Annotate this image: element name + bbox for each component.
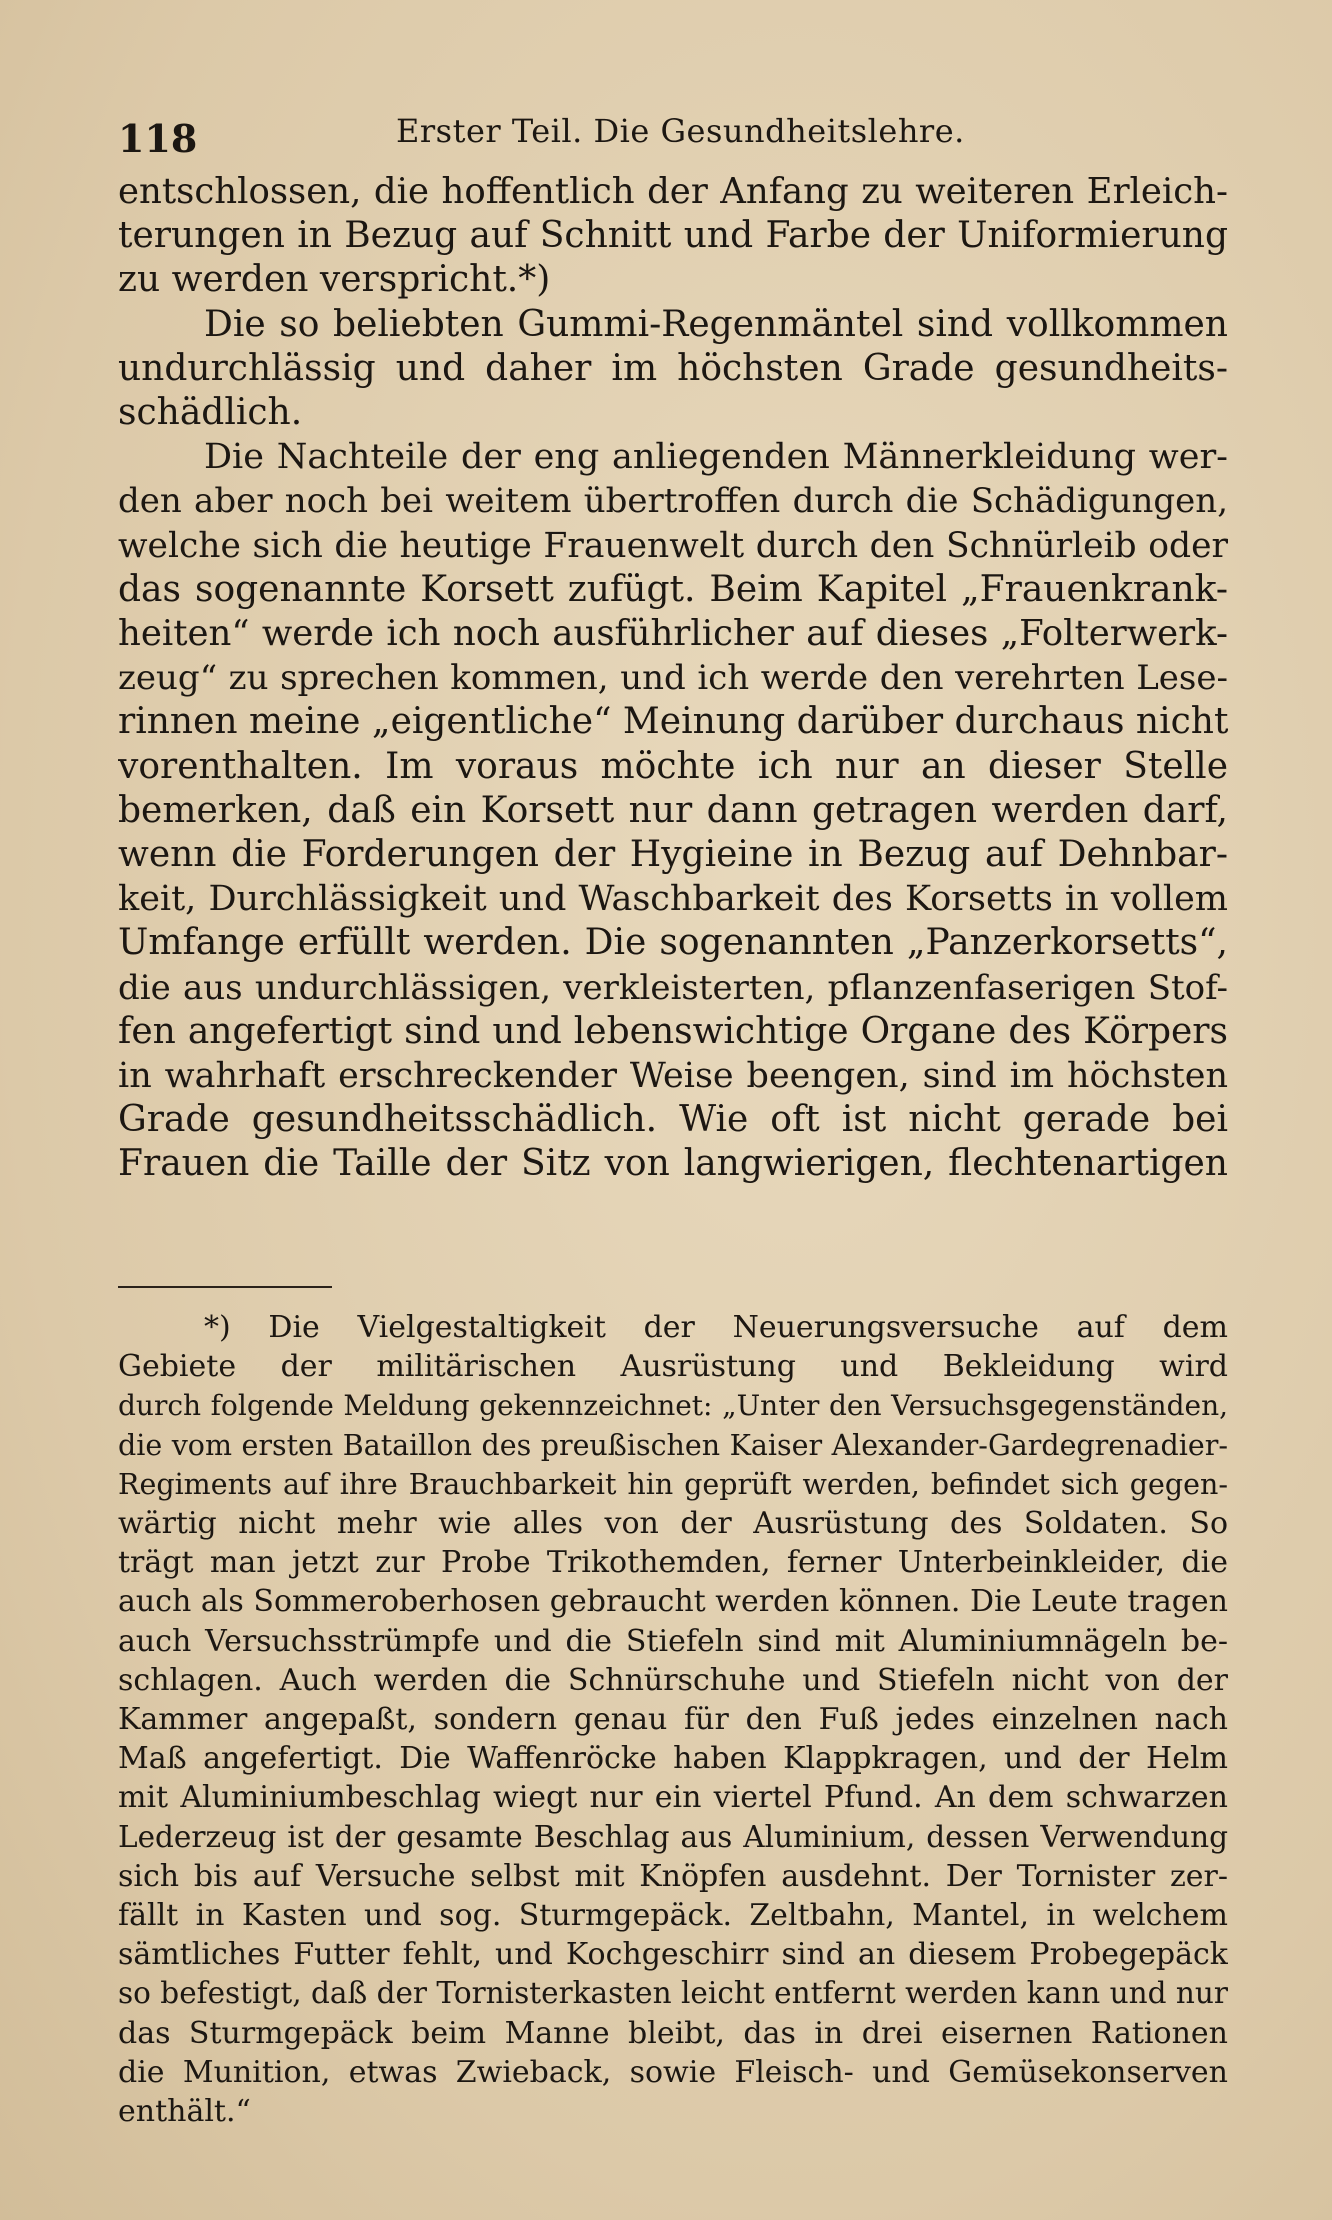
footnote-line: auch Versuchsstrümpfe und die Stiefeln sind mit Aluminiumnägeln be- bbox=[118, 1623, 1228, 1659]
footnote-line: das Sturmgepäck beim Manne bleibt, das in drei eisernen Rationen bbox=[118, 2015, 1228, 2051]
footnote-line: die vom ersten Bataillon des preußischen Kaiser Alexander-Gardegrenadier- bbox=[118, 1428, 1228, 1462]
body-line: keit, Durchlässigkeit und Waschbarkeit des Korsetts in vollem bbox=[118, 879, 1228, 920]
body-line: rinnen meine „eigentliche“ Meinung darüber durchaus nicht bbox=[118, 701, 1228, 743]
footnote-separator bbox=[118, 1286, 332, 1288]
footnote-line: *) Die Vielgestaltigkeit der Neuerungsversuche auf dem bbox=[204, 1310, 1228, 1345]
footnote-line: mit Aluminiumbeschlag wiegt nur ein viertel Pfund. An dem schwarzen bbox=[118, 1780, 1228, 1816]
body-line: den aber noch bei weitem übertroffen durch die Schädigungen, bbox=[118, 481, 1228, 522]
body-line: Frauen die Taille der Sitz von langwierigen, flechtenartigen bbox=[118, 1143, 1228, 1185]
body-line: Umfange erfüllt werden. Die sogenannten „Panzerkorsetts“, bbox=[118, 922, 1228, 964]
footnote-line: Lederzeug ist der gesamte Beschlag aus Aluminium, dessen Verwendung bbox=[118, 1819, 1228, 1854]
body-line: bemerken, daß ein Korsett nur dann getragen werden darf, bbox=[118, 789, 1228, 831]
footnote-line: Regiments auf ihre Brauchbarkeit hin geprüft werden, befindet sich gegen- bbox=[118, 1467, 1228, 1501]
body-text bbox=[118, 170, 1228, 1187]
body-line: vorenthalten. Im voraus möchte ich nur an dieser Stelle bbox=[118, 745, 1228, 787]
body-line: fen angefertigt sind und lebenswichtige Organe des Körpers bbox=[118, 1010, 1228, 1052]
body-line: zu werden verspricht.*) bbox=[118, 259, 551, 301]
body-line: zeug“ zu sprechen kommen, und ich werde den verehrten Lese- bbox=[118, 658, 1228, 699]
body-line: welche sich die heutige Frauenwelt durch den Schnürleib oder bbox=[118, 525, 1228, 566]
body-line: das sogenannte Korsett zufügt. Beim Kapitel „Frauenkrank- bbox=[118, 568, 1228, 610]
body-line: wenn die Forderungen der Hygieine in Bezug auf Dehnbar- bbox=[118, 834, 1228, 876]
page-number: 118 bbox=[118, 116, 198, 161]
page-header bbox=[118, 102, 1228, 162]
footnote-line: trägt man jetzt zur Probe Trikothemden, ferner Unterbeinkleider, die bbox=[118, 1545, 1228, 1581]
running-head: Erster Teil. Die Gesundheitslehre. bbox=[396, 112, 965, 150]
body-line: Die so beliebten Gummi-Regenmäntel sind vollkommen bbox=[204, 303, 1228, 345]
body-line: in wahrhaft erschreckender Weise beengen, sind im höchsten bbox=[118, 1056, 1228, 1097]
footnote-line: auch als Sommeroberhosen gebraucht werden können. Die Leute tragen bbox=[118, 1584, 1228, 1620]
footnote-line: so befestigt, daß der Tornisterkasten leicht entfernt werden kann und nur bbox=[118, 1976, 1228, 2011]
footnote-line: durch folgende Meldung gekennzeichnet: „Unter den Versuchsgegenständen, bbox=[118, 1389, 1228, 1423]
footnote-line: sämtliches Futter fehlt, und Kochgeschirr sind an diesem Probegepäck bbox=[118, 1937, 1228, 1973]
body-line: undurchlässig und daher im höchsten Grade gesundheits- bbox=[118, 347, 1228, 389]
body-line: Die Nachteile der eng anliegenden Männerkleidung wer- bbox=[204, 437, 1228, 478]
body-line: die aus undurchlässigen, verkleisterten, pflanzenfaserigen Stof- bbox=[118, 967, 1228, 1008]
footnote-line: wärtig nicht mehr wie alles von der Ausrüstung des Soldaten. So bbox=[118, 1506, 1228, 1542]
body-line: Grade gesundheitsschädlich. Wie oft ist nicht gerade bei bbox=[118, 1099, 1228, 1141]
footnote-line: sich bis auf Versuche selbst mit Knöpfen ausdehnt. Der Tornister zer- bbox=[118, 1858, 1228, 1894]
body-line: schädlich. bbox=[118, 392, 303, 434]
footnote-line: enthält.“ bbox=[118, 2094, 251, 2130]
body-line: heiten“ werde ich noch ausführlicher auf dieses „Folterwerk- bbox=[118, 613, 1228, 655]
footnote-line: schlagen. Auch werden die Schnürschuhe und Stiefeln nicht von der bbox=[118, 1662, 1228, 1698]
footnote-line: die Munition, etwas Zwieback, sowie Fleisch- und Gemüsekonserven bbox=[118, 2054, 1228, 2090]
footnote-line: fällt in Kasten und sog. Sturmgepäck. Zeltbahn, Mantel, in welchem bbox=[118, 1898, 1228, 1934]
body-line: entschlossen, die hoffentlich der Anfang zu weiteren Erleich- bbox=[118, 171, 1228, 212]
footnote-line: Kammer angepaßt, sondern genau für den Fuß jedes einzelnen nach bbox=[118, 1702, 1228, 1738]
body-line: terungen in Bezug auf Schnitt und Farbe der Uniformierung bbox=[118, 215, 1228, 257]
footnote-line: Gebiete der militärischen Ausrüstung und Bekleidung wird bbox=[118, 1349, 1228, 1385]
footnote-line: Maß angefertigt. Die Waffenröcke haben Klappkragen, und der Helm bbox=[118, 1741, 1228, 1777]
footnote bbox=[118, 1308, 1228, 2131]
